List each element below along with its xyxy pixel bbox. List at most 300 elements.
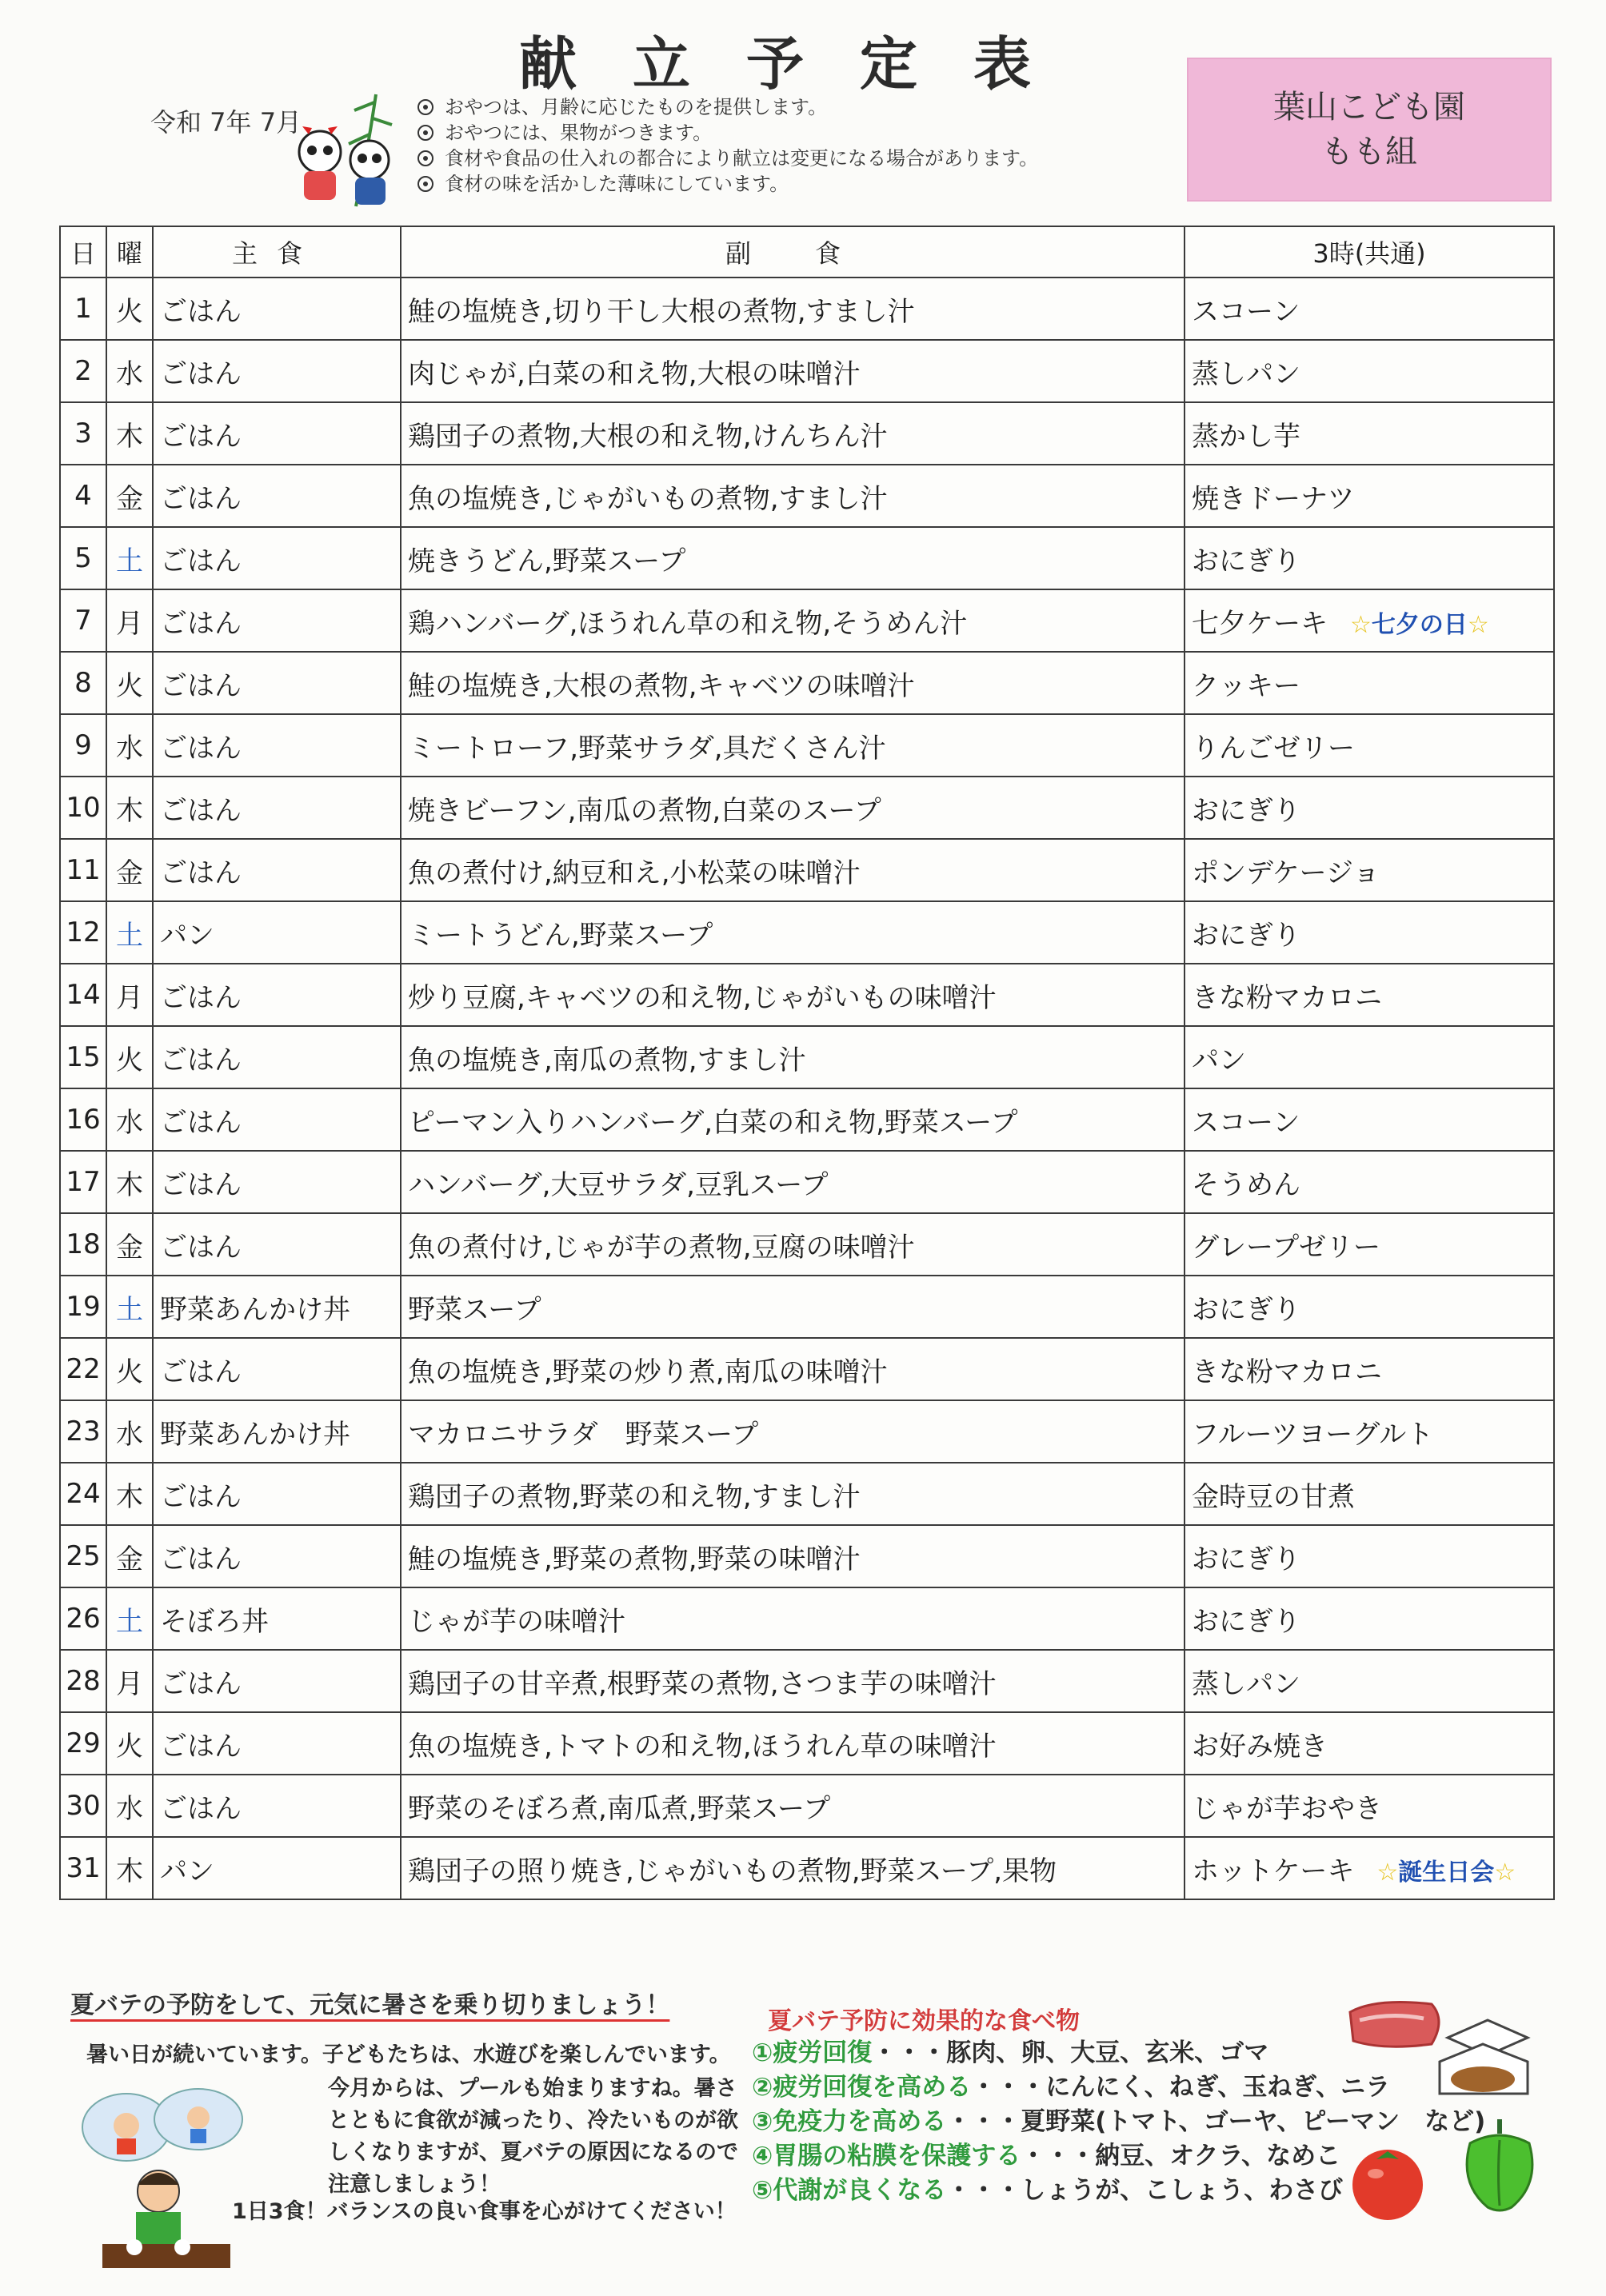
menu-row [60,839,1554,901]
snack-cell [1185,402,1554,465]
weekday-cell-text: 金 [116,1543,143,1575]
snack-cell [1185,964,1554,1026]
main-dish-cell [153,1400,401,1463]
snack-cell-text: おにぎり [1192,919,1300,952]
weekday-cell-text: 火 [116,669,143,702]
food-item-rest: ・・・夏野菜(トマト、ゴーヤ、ピーマン など) [946,2107,1486,2136]
day-cell-text: 12 [66,916,101,948]
side-dish-cell [401,714,1185,777]
weekday-cell [106,1026,153,1088]
day-cell-text: 5 [74,542,92,574]
weekday-cell [106,1525,153,1587]
side-dish-cell-text: 魚の煮付け,じゃが芋の煮物,豆腐の味噌汁 [408,1231,915,1264]
note-text: おやつは、月齢に応じたものを提供します。 [445,96,828,118]
day-cell [60,1650,106,1712]
menu-row [60,402,1554,465]
weekday-cell [106,589,153,652]
star-icon: ☆ [1494,1858,1516,1887]
main-dish-cell-text: ごはん [160,1543,242,1575]
side-dish-cell-text: 鮭の塩焼き,大根の煮物,キャベツの味噌汁 [408,669,915,702]
day-cell-text: 8 [74,667,92,699]
food-item-rest: ・・・にんにく、ねぎ、玉ねぎ、ニラ [971,2073,1391,2102]
day-cell-text: 2 [74,355,92,387]
side-dish-cell [401,340,1185,402]
side-dish-cell-text: 鶏団子の煮物,大根の和え物,けんちん汁 [408,420,888,453]
side-dish-cell-text: ミートローフ,野菜サラダ,具だくさん汁 [408,732,886,765]
side-dish-cell [401,1712,1185,1775]
food-item-rest: ・・・豚肉、卵、大豆、玄米、ゴマ [872,2038,1269,2067]
snack-cell [1185,465,1554,527]
snack-cell [1185,1525,1554,1587]
day-cell [60,589,106,652]
menu-row [60,1400,1554,1463]
note-text: 食材の味を活かした薄味にしています。 [445,173,789,195]
main-dish-cell [153,1525,401,1587]
snack-cell-text: きな粉マカロニ [1192,1356,1382,1388]
main-dish-cell-text: ごはん [160,545,242,577]
snack-cell [1185,777,1554,839]
day-cell-text: 9 [74,729,92,761]
weekday-cell-text: 水 [116,1792,143,1825]
main-dish-cell [153,1650,401,1712]
weekday-cell [106,278,153,340]
menu-row [60,1525,1554,1587]
flower-icon [416,174,435,194]
main-dish-cell-text: ごはん [160,857,242,889]
snack-cell-text: 蒸かし芋 [1192,420,1300,453]
side-dish-cell [401,652,1185,714]
main-dish-cell [153,1151,401,1213]
menu-row [60,901,1554,964]
snack-cell-text: りんごゼリー [1192,732,1355,765]
day-cell-text: 29 [66,1727,101,1759]
weekday-cell-text: 月 [116,981,143,1014]
snack-cell [1185,1837,1554,1899]
class-name: もも組 [1321,134,1417,170]
flower-icon [416,123,435,142]
event-label [1350,611,1489,639]
weekday-cell [106,1712,153,1775]
weekday-cell-text: 木 [116,1480,143,1513]
snack-cell-text: 焼きドーナツ [1192,482,1355,515]
snack-cell-text: パン [1192,1044,1246,1076]
main-dish-cell [153,1463,401,1525]
snack-cell-text: グレープゼリー [1192,1231,1380,1264]
menu-row [60,1088,1554,1151]
page-title: 献立予定表 [518,30,1087,98]
menu-row [60,527,1554,589]
side-dish-cell-text: 焼きうどん,野菜スープ [408,545,686,577]
weekday-cell-text: 木 [116,1168,143,1201]
main-dish-cell-text: ごはん [160,1792,242,1825]
menu-row [60,589,1554,652]
day-cell-text: 28 [66,1665,101,1697]
side-dish-cell-text: 魚の塩焼き,トマトの和え物,ほうれん草の味噌汁 [408,1730,997,1763]
main-dish-cell [153,714,401,777]
weekday-cell-text: 土 [116,1293,143,1326]
snack-cell-text: 蒸しパン [1192,357,1300,390]
side-dish-cell-text: 鮭の塩焼き,野菜の煮物,野菜の味噌汁 [408,1543,861,1575]
main-dish-cell [153,1088,401,1151]
day-cell-text: 31 [66,1852,101,1884]
food-item-lead: ②疲労回復を高める [752,2073,972,2102]
main-dish-cell-text: ごはん [160,357,242,390]
side-dish-cell-text: マカロニサラダ 野菜スープ [408,1418,759,1451]
weekday-cell [106,527,153,589]
side-dish-cell-text: 鶏団子の照り焼き,じゃがいもの煮物,野菜スープ,果物 [408,1855,1057,1887]
day-cell [60,1712,106,1775]
day-cell [60,714,106,777]
main-dish-cell [153,589,401,652]
snack-cell-text: ホットケーキ [1192,1855,1355,1887]
side-dish-cell-text: じゃが芋の味噌汁 [408,1605,625,1638]
weekday-cell-text: 火 [116,1044,143,1076]
snack-cell [1185,1712,1554,1775]
side-dish-cell [401,1213,1185,1276]
header-day: 日 [60,226,106,278]
day-cell [60,465,106,527]
day-cell [60,901,106,964]
menu-row [60,340,1554,402]
snack-cell [1185,1775,1554,1837]
side-dish-cell [401,1400,1185,1463]
menu-header-row [60,226,1554,278]
weekday-cell-text: 火 [116,1730,143,1763]
snack-cell [1185,278,1554,340]
side-dish-cell [401,1587,1185,1650]
day-cell [60,340,106,402]
day-cell-text: 7 [74,605,92,637]
snack-cell [1185,1151,1554,1213]
day-cell [60,1775,106,1837]
weekday-cell-text: 月 [116,1667,143,1700]
menu-row [60,278,1554,340]
snack-cell [1185,527,1554,589]
menu-row [60,1587,1554,1650]
main-dish-cell-text: ごはん [160,1356,242,1388]
weekday-cell-text: 金 [116,482,143,515]
side-dish-cell-text: 魚の塩焼き,じゃがいもの煮物,すまし汁 [408,482,888,515]
snack-cell-text: おにぎり [1192,1543,1300,1575]
main-dish-cell [153,1712,401,1775]
snack-cell [1185,1463,1554,1525]
side-dish-cell-text: ハンバーグ,大豆サラダ,豆乳スープ [408,1168,829,1201]
snack-cell [1185,839,1554,901]
day-cell [60,527,106,589]
food-item-rest: ・・・納豆、オクラ、なめこ [1021,2142,1341,2170]
flower-icon [416,149,435,168]
day-cell-text: 26 [66,1603,101,1635]
day-cell [60,1525,106,1587]
side-dish-cell-text: 鮭の塩焼き,切り干し大根の煮物,すまし汁 [408,295,915,328]
day-cell [60,1213,106,1276]
main-dish-cell [153,465,401,527]
side-dish-cell-text: 鶏団子の甘辛煮,根野菜の煮物,さつま芋の味噌汁 [408,1667,997,1700]
snack-cell [1185,1587,1554,1650]
day-cell-text: 19 [66,1291,101,1323]
main-dish-cell-text: ごはん [160,794,242,827]
snack-cell-text: 金時豆の甘煮 [1192,1480,1355,1513]
snack-cell-text: スコーン [1192,1106,1300,1139]
main-dish-cell-text: 野菜あんかけ丼 [160,1418,350,1451]
side-dish-cell [401,1775,1185,1837]
day-cell-text: 23 [66,1416,101,1447]
side-dish-cell [401,1026,1185,1088]
snack-cell [1185,1088,1554,1151]
side-dish-cell-text: ピーマン入りハンバーグ,白菜の和え物,野菜スープ [408,1106,1018,1139]
day-cell-text: 11 [66,854,101,886]
side-dish-cell [401,465,1185,527]
weekday-cell [106,652,153,714]
weekday-cell-text: 土 [116,545,143,577]
weekday-cell [106,1276,153,1338]
day-cell [60,1088,106,1151]
main-dish-cell-text: パン [160,919,214,952]
bell-pepper-illustration [1456,2111,1544,2215]
mascot-illustration [280,86,416,222]
side-dish-cell [401,777,1185,839]
advice-text-1: 暑い日が続いています。子どもたちは、水遊びを楽しんでいます。 [86,2042,731,2067]
school-label-box [1187,58,1552,202]
menu-row [60,777,1554,839]
day-cell [60,1400,106,1463]
day-cell-text: 22 [66,1353,101,1385]
weekday-cell [106,1213,153,1276]
menu-row [60,652,1554,714]
header-dow: 曜 [106,226,153,278]
notes-list [416,94,1038,197]
food-list-title: 夏バテ予防に効果的な食べ物 [768,2007,1080,2035]
side-dish-cell [401,1088,1185,1151]
main-dish-cell-text: ごはん [160,1106,242,1139]
weekday-cell [106,839,153,901]
snack-cell [1185,1400,1554,1463]
main-dish-cell-text: ごはん [160,482,242,515]
tomato-illustration [1344,2135,1432,2223]
day-cell [60,839,106,901]
main-dish-cell [153,1026,401,1088]
main-dish-cell [153,652,401,714]
snack-cell [1185,1650,1554,1712]
main-dish-cell-text: ごはん [160,1044,242,1076]
snack-cell-text: クッキー [1192,669,1300,702]
weekday-cell [106,340,153,402]
snack-cell [1185,714,1554,777]
day-cell [60,402,106,465]
side-dish-cell-text: 野菜のそぼろ煮,南瓜煮,野菜スープ [408,1792,831,1825]
weekday-cell-text: 水 [116,357,143,390]
event-text: 七夕の日 [1371,610,1468,639]
day-cell [60,1463,106,1525]
weekday-cell [106,1400,153,1463]
note-text: おやつには、果物がつきます。 [445,122,713,144]
menu-month: 令和 7年 7月 [150,107,302,138]
snack-cell-text: スコーン [1192,295,1300,328]
weekday-cell-text: 水 [116,1418,143,1451]
main-dish-cell [153,402,401,465]
side-dish-cell-text: 野菜スープ [408,1293,541,1326]
event-text: 誕生日会 [1398,1858,1495,1887]
snack-cell [1185,1276,1554,1338]
note-item [416,171,1038,197]
menu-table [59,226,1555,1900]
snack-cell-text: 蒸しパン [1192,1667,1300,1700]
main-dish-cell [153,964,401,1026]
side-dish-cell [401,1276,1185,1338]
weekday-cell [106,1151,153,1213]
side-dish-cell [401,1338,1185,1400]
star-icon: ☆ [1467,610,1489,639]
menu-row [60,1775,1554,1837]
menu-row [60,1151,1554,1213]
weekday-cell [106,1338,153,1400]
weekday-cell [106,1088,153,1151]
main-dish-cell [153,1837,401,1899]
food-item-lead: ⑤代謝が良くなる [752,2176,947,2205]
side-dish-cell-text: 魚の煮付け,納豆和え,小松菜の味噌汁 [408,857,861,889]
summer-fatigue-heading: 夏バテの予防をして、元気に暑さを乗り切りましょう！ [70,1991,670,2019]
weekday-cell-text: 土 [116,919,143,952]
side-dish-cell-text: 肉じゃが,白菜の和え物,大根の味噌汁 [408,357,861,390]
main-dish-cell-text: ごはん [160,1168,242,1201]
food-item-lead: ③免疫力を高める [752,2107,947,2136]
side-dish-cell-text: ミートうどん,野菜スープ [408,919,713,952]
weekday-cell [106,465,153,527]
snack-cell [1185,1026,1554,1088]
snack-cell [1185,589,1554,652]
weekday-cell [106,964,153,1026]
school-name: 葉山こども園 [1273,89,1465,126]
menu-row [60,1712,1554,1775]
weekday-cell [106,714,153,777]
main-dish-cell [153,1213,401,1276]
main-dish-cell-text: ごはん [160,1730,242,1763]
note-item [416,146,1038,171]
day-cell [60,1587,106,1650]
weekday-cell-text: 月 [116,607,143,640]
side-dish-cell [401,964,1185,1026]
header-side-dish: 副 食 [401,226,1185,278]
snack-cell [1185,652,1554,714]
snack-cell-text: お好み焼き [1192,1730,1328,1763]
day-cell-text: 15 [66,1041,101,1073]
day-cell-text: 14 [66,979,101,1011]
main-dish-cell [153,278,401,340]
day-cell-text: 16 [66,1104,101,1136]
main-dish-cell [153,1276,401,1338]
flower-icon [416,98,435,117]
weekday-cell [106,777,153,839]
snack-cell [1185,901,1554,964]
side-dish-cell [401,901,1185,964]
side-dish-cell-text: 鶏団子の煮物,野菜の和え物,すまし汁 [408,1480,861,1513]
weekday-cell-text: 水 [116,732,143,765]
day-cell-text: 3 [74,417,92,449]
natto-illustration [1432,2006,1536,2110]
menu-body [60,278,1554,1899]
day-cell-text: 17 [66,1166,101,1198]
snack-cell-text: おにぎり [1192,545,1300,577]
side-dish-cell-text: 焼きビーフン,南瓜の煮物,白菜のスープ [408,794,881,827]
side-dish-cell [401,1525,1185,1587]
main-dish-cell [153,527,401,589]
main-dish-cell [153,1338,401,1400]
snack-cell-text: じゃが芋おやき [1192,1792,1382,1825]
main-dish-cell [153,839,401,901]
day-cell-text: 10 [66,792,101,824]
main-dish-cell-text: ごはん [160,1480,242,1513]
main-dish-cell [153,777,401,839]
menu-row [60,1837,1554,1899]
day-cell [60,1026,106,1088]
main-dish-cell-text: ごはん [160,607,242,640]
menu-row [60,714,1554,777]
side-dish-cell [401,527,1185,589]
day-cell [60,964,106,1026]
day-cell [60,1837,106,1899]
menu-row [60,1650,1554,1712]
side-dish-cell-text: 炒り豆腐,キャベツの和え物,じゃがいもの味噌汁 [408,981,997,1014]
side-dish-cell [401,1837,1185,1899]
weekday-cell-text: 水 [116,1106,143,1139]
menu-row [60,1463,1554,1525]
side-dish-cell-text: 魚の塩焼き,南瓜の煮物,すまし汁 [408,1044,806,1076]
advice-text-3: 1日3食！バランスの良い食事を心がけてください！ [232,2199,737,2224]
day-cell-text: 30 [66,1790,101,1822]
snack-cell-text: おにぎり [1192,794,1300,827]
side-dish-cell-text: 魚の塩焼き,野菜の炒り煮,南瓜の味噌汁 [408,1356,888,1388]
weekday-cell-text: 木 [116,1855,143,1887]
main-dish-cell-text: ごはん [160,295,242,328]
day-cell [60,777,106,839]
main-dish-cell-text: ごはん [160,1667,242,1700]
advice-text-2: 今月からは、プールも始まりますね。暑さとともに食欲が減ったり、冷たいものが欲しくなりますが、夏バテの原因になるので注意しましょう！ [328,2076,738,2197]
weekday-cell-text: 木 [116,420,143,453]
food-item [752,2070,1485,2105]
main-dish-cell-text: そぼろ丼 [160,1605,269,1638]
side-dish-cell [401,1463,1185,1525]
side-dish-cell-text: 鶏ハンバーグ,ほうれん草の和え物,そうめん汁 [408,607,968,640]
day-cell [60,1276,106,1338]
snack-cell-text: フルーツヨーグルト [1192,1418,1434,1451]
weekday-cell-text: 木 [116,794,143,827]
weekday-cell [106,402,153,465]
header-main-dish: 主食 [153,226,401,278]
header-snack: 3時(共通) [1185,226,1554,278]
weekday-cell [106,1837,153,1899]
weekday-cell [106,1650,153,1712]
star-icon: ☆ [1376,1858,1399,1887]
food-item-lead: ④胃腸の粘膜を保護する [752,2142,1021,2170]
kids-eating-illustration [70,2087,310,2271]
menu-row [60,465,1554,527]
day-cell-text: 18 [66,1228,101,1260]
weekday-cell [106,1775,153,1837]
food-item-rest: ・・・しょうが、こしょう、わさび [946,2176,1344,2205]
menu-row [60,964,1554,1026]
day-cell-text: 1 [74,293,92,325]
menu-row [60,1213,1554,1276]
snack-cell-text: きな粉マカロニ [1192,981,1382,1014]
weekday-cell [106,901,153,964]
snack-cell-text: おにぎり [1192,1293,1300,1326]
day-cell [60,1338,106,1400]
weekday-cell [106,1587,153,1650]
main-dish-cell [153,901,401,964]
main-dish-cell [153,340,401,402]
food-item [752,2105,1485,2139]
day-cell [60,652,106,714]
